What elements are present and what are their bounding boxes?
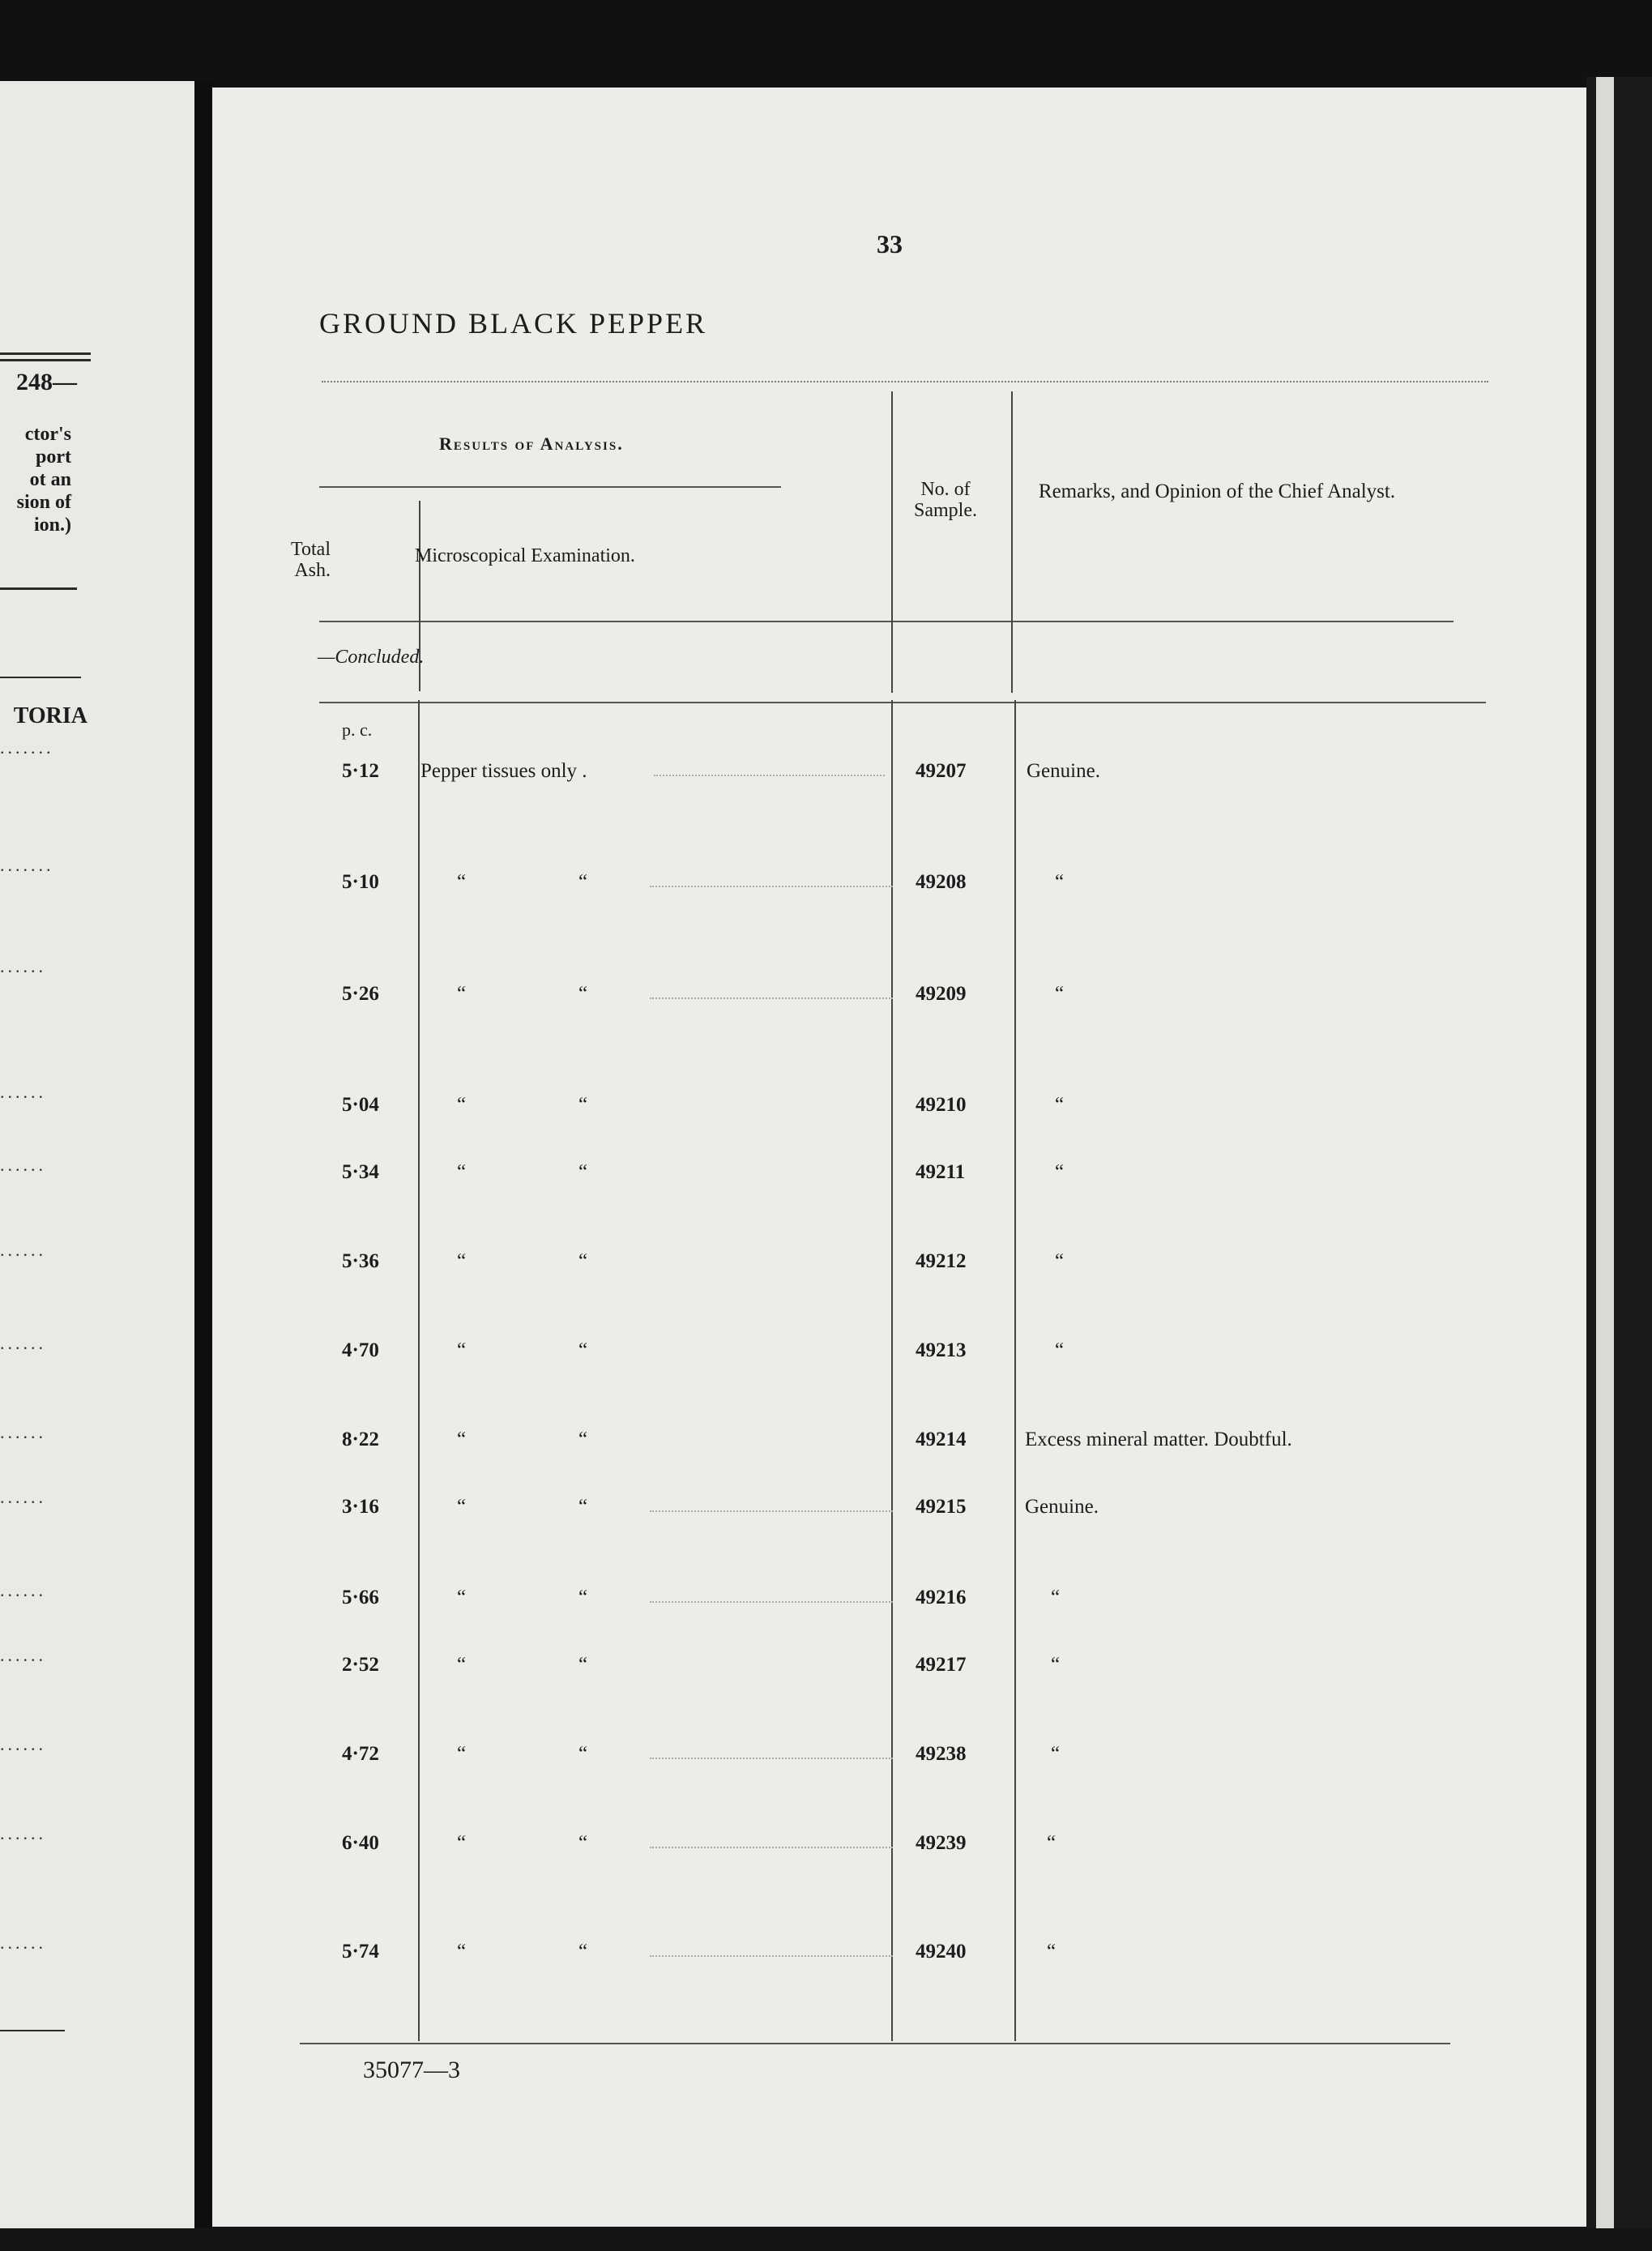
ditto-mark: “ bbox=[578, 1339, 588, 1361]
left-page-rule bbox=[0, 587, 77, 590]
sample-cell: 49217 bbox=[916, 1654, 967, 1676]
table-row bbox=[212, 1429, 1587, 1456]
page-number: 33 bbox=[877, 229, 903, 258]
total-ash-cell: 4·70 bbox=[342, 1339, 379, 1361]
table-row bbox=[212, 1250, 1587, 1278]
ditto-mark: “ bbox=[578, 1941, 588, 1963]
microscopical-cell: Pepper tissues only . bbox=[420, 760, 587, 782]
table-row bbox=[212, 1587, 1587, 1614]
column-rule bbox=[891, 391, 893, 693]
remarks-cell: “ bbox=[1055, 1339, 1065, 1361]
ditto-mark: “ bbox=[578, 871, 588, 893]
leader-dots: ...... bbox=[0, 1645, 46, 1665]
ditto-mark: “ bbox=[457, 1094, 467, 1116]
left-page-rule bbox=[0, 359, 91, 361]
total-ash-cell: 3·16 bbox=[342, 1496, 379, 1518]
ditto-mark: “ bbox=[578, 1161, 588, 1183]
results-underline bbox=[319, 486, 781, 488]
ditto-mark: “ bbox=[457, 871, 467, 893]
remarks-cell: “ bbox=[1055, 871, 1065, 893]
ditto-mark: “ bbox=[457, 983, 467, 1005]
leader-dots: ...... bbox=[0, 1823, 46, 1843]
microscopical-header: Microscopical Examination. bbox=[415, 545, 635, 566]
ditto-mark: “ bbox=[578, 1654, 588, 1676]
ditto-mark: “ bbox=[578, 1832, 588, 1854]
sample-cell: 49212 bbox=[916, 1250, 967, 1272]
leader-dots: ...... bbox=[0, 1487, 46, 1507]
total-ash-cell: 5·74 bbox=[342, 1941, 379, 1963]
ditto-mark: “ bbox=[457, 1496, 467, 1518]
table-row bbox=[212, 871, 1587, 899]
remarks-cell: “ bbox=[1051, 1587, 1061, 1608]
leader-dots: ...... bbox=[0, 956, 46, 976]
remarks-cell: “ bbox=[1047, 1941, 1057, 1963]
sample-cell: 49209 bbox=[916, 983, 967, 1005]
ditto-mark: “ bbox=[457, 1743, 467, 1765]
leader-dots: ...... bbox=[0, 1082, 46, 1102]
leader-dots bbox=[650, 997, 893, 999]
remarks-cell: “ bbox=[1055, 983, 1065, 1005]
table-row bbox=[212, 1161, 1587, 1189]
left-fragment-heading: TORIA bbox=[13, 703, 88, 728]
left-fragment-line: ot an bbox=[29, 469, 71, 490]
left-fragment-line: ctor's bbox=[24, 424, 71, 445]
ditto-mark: “ bbox=[578, 1496, 588, 1518]
leader-dots: ...... bbox=[0, 1933, 46, 1953]
table-row bbox=[212, 1496, 1587, 1523]
leader-dots bbox=[650, 1955, 893, 1957]
total-ash-cell: 5·04 bbox=[342, 1094, 379, 1116]
scan-right-edge bbox=[1586, 77, 1652, 2251]
table-row bbox=[212, 1832, 1587, 1860]
column-rule bbox=[1011, 391, 1013, 693]
sample-cell: 49240 bbox=[916, 1941, 967, 1963]
ditto-mark: “ bbox=[457, 1941, 467, 1963]
body-top-rule bbox=[319, 702, 1486, 703]
sample-cell: 49238 bbox=[916, 1743, 967, 1765]
left-fragment-line: port bbox=[36, 446, 71, 468]
table-row bbox=[212, 1654, 1587, 1681]
ditto-mark: “ bbox=[457, 1250, 467, 1272]
left-fragment-line: sion of bbox=[16, 492, 71, 513]
ditto-mark: “ bbox=[578, 1250, 588, 1272]
left-page-rule bbox=[0, 2030, 65, 2031]
remarks-cell: “ bbox=[1055, 1161, 1065, 1183]
leader-dots: ...... bbox=[0, 1333, 46, 1353]
sample-cell: 49207 bbox=[916, 760, 967, 782]
book-gutter bbox=[194, 81, 212, 2251]
leader-dots bbox=[650, 1510, 893, 1512]
total-ash-cell: 2·52 bbox=[342, 1654, 379, 1676]
leader-dots bbox=[654, 775, 885, 776]
total-ash-cell: 5·12 bbox=[342, 760, 379, 782]
remarks-cell: Excess mineral matter. Doubtful. bbox=[1025, 1429, 1292, 1450]
ditto-mark: “ bbox=[578, 1429, 588, 1450]
ditto-mark: “ bbox=[578, 1094, 588, 1116]
ditto-mark: “ bbox=[457, 1832, 467, 1854]
concluded-label: —Concluded. bbox=[318, 647, 425, 668]
leader-dots: ...... bbox=[0, 1734, 46, 1754]
total-ash-cell: 4·72 bbox=[342, 1743, 379, 1765]
left-page-rule bbox=[0, 677, 81, 678]
sample-cell: 49215 bbox=[916, 1496, 967, 1518]
unit-label: p. c. bbox=[342, 720, 373, 740]
left-page-rule bbox=[0, 352, 91, 355]
ditto-mark: “ bbox=[457, 1654, 467, 1676]
total-ash-cell: 5·34 bbox=[342, 1161, 379, 1183]
left-page-fragment bbox=[0, 81, 194, 2236]
table-row bbox=[212, 1743, 1587, 1770]
leader-dots bbox=[650, 886, 893, 887]
ditto-mark: “ bbox=[457, 1429, 467, 1450]
leader-dots: ...... bbox=[0, 1422, 46, 1442]
table-bottom-rule bbox=[300, 2043, 1450, 2044]
results-header: Results of Analysis. bbox=[439, 434, 624, 454]
table-row bbox=[212, 1339, 1587, 1367]
remarks-header: Remarks, and Opinion of the Chief Analyst. bbox=[1038, 481, 1396, 502]
left-fragment-line: ion.) bbox=[33, 515, 71, 536]
total-ash-cell: 6·40 bbox=[342, 1832, 379, 1854]
remarks-cell: “ bbox=[1055, 1250, 1065, 1272]
left-page-number: 248— bbox=[16, 369, 77, 395]
total-ash-cell: 5·10 bbox=[342, 871, 379, 893]
leader-dots bbox=[650, 1758, 893, 1759]
remarks-cell: “ bbox=[1051, 1654, 1061, 1676]
header-bottom-rule bbox=[319, 621, 1454, 622]
total-ash-cell: 8·22 bbox=[342, 1429, 379, 1450]
print-signature: 35077—3 bbox=[363, 2057, 460, 2083]
ditto-mark: “ bbox=[457, 1161, 467, 1183]
remarks-cell: Genuine. bbox=[1025, 1496, 1099, 1518]
page-edge-strip bbox=[1596, 77, 1614, 2251]
sample-cell: 49213 bbox=[916, 1339, 967, 1361]
sample-cell: 49239 bbox=[916, 1832, 967, 1854]
sample-cell: 49210 bbox=[916, 1094, 967, 1116]
document-page bbox=[212, 88, 1587, 2227]
page-title: GROUND BLACK PEPPER bbox=[319, 307, 708, 340]
sample-cell: 49211 bbox=[916, 1161, 966, 1183]
ditto-mark: “ bbox=[457, 1339, 467, 1361]
leader-dots bbox=[650, 1847, 893, 1848]
leader-dots: ...... bbox=[0, 1155, 46, 1175]
leader-dots: ....... bbox=[0, 737, 54, 758]
leader-dots: ...... bbox=[0, 1580, 46, 1600]
sample-cell: 49214 bbox=[916, 1429, 967, 1450]
sample-cell: 49208 bbox=[916, 871, 967, 893]
total-ash-cell: 5·66 bbox=[342, 1587, 379, 1608]
remarks-cell: Genuine. bbox=[1027, 760, 1100, 782]
table-row bbox=[212, 1094, 1587, 1121]
scan-bottom-border bbox=[0, 2228, 1652, 2251]
remarks-cell: “ bbox=[1055, 1094, 1065, 1116]
header-top-rule bbox=[322, 381, 1488, 382]
total-ash-cell: 5·36 bbox=[342, 1250, 379, 1272]
sample-cell: 49216 bbox=[916, 1587, 967, 1608]
total-ash-header: Total Ash. bbox=[291, 539, 331, 581]
sample-header: No. of Sample. bbox=[914, 479, 977, 521]
leader-dots: ...... bbox=[0, 1240, 46, 1260]
leader-dots bbox=[650, 1601, 893, 1603]
table-row bbox=[212, 760, 1587, 788]
scan-top-border bbox=[0, 0, 1652, 89]
ditto-mark: “ bbox=[578, 983, 588, 1005]
leader-dots: ....... bbox=[0, 855, 54, 875]
table-row bbox=[212, 1941, 1587, 1968]
remarks-cell: “ bbox=[1051, 1743, 1061, 1765]
total-ash-cell: 5·26 bbox=[342, 983, 379, 1005]
table-row bbox=[212, 983, 1587, 1010]
remarks-cell: “ bbox=[1047, 1832, 1057, 1854]
ditto-mark: “ bbox=[578, 1743, 588, 1765]
ditto-mark: “ bbox=[578, 1587, 588, 1608]
ditto-mark: “ bbox=[457, 1587, 467, 1608]
